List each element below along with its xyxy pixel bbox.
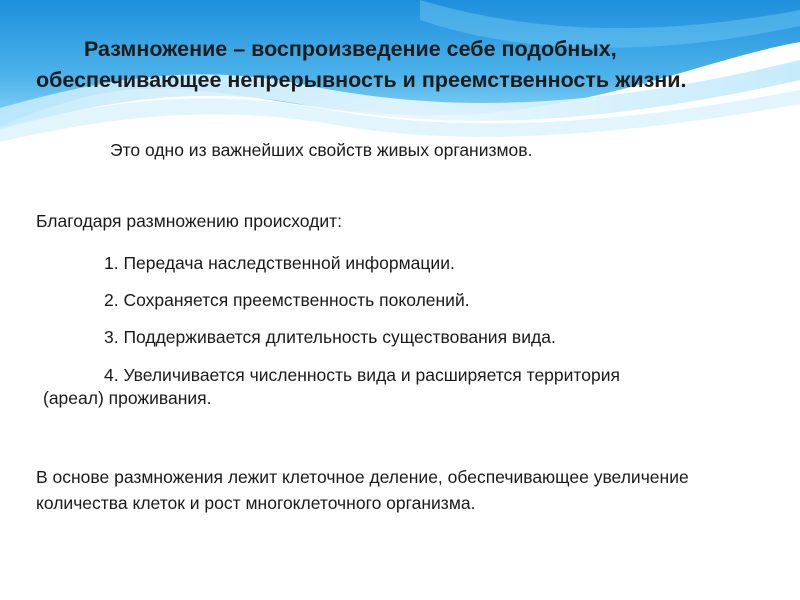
intro-text: Благодаря размножению происходит:: [36, 211, 343, 231]
list-item-1: 1. Передача наследственной информации.: [104, 253, 455, 273]
list-item-4-continuation: (ареал) проживания.: [43, 388, 212, 408]
list-item-2: 2. Сохраняется преемственность поколений.: [104, 290, 470, 310]
slide-subtitle: Это одно из важнейших свойств живых организмов.: [110, 140, 533, 160]
slide-title-text: Размножение – воспроизведение себе подобных, обеспечивающее непрерывность и преемственность жизни.: [36, 37, 687, 92]
list-item-4-text: 4. Увеличивается численность вида и расширяется территория: [104, 365, 620, 385]
slide-title: [36, 34, 786, 96]
list-item-4: [36, 364, 776, 410]
conclusion-text: В основе размножения лежит клеточное деление, обеспечивающее увеличение количества клеток и рост многоклеточного организма.: [36, 467, 689, 513]
list-item-3: 3. Поддерживается длительность существования вида.: [104, 327, 556, 347]
